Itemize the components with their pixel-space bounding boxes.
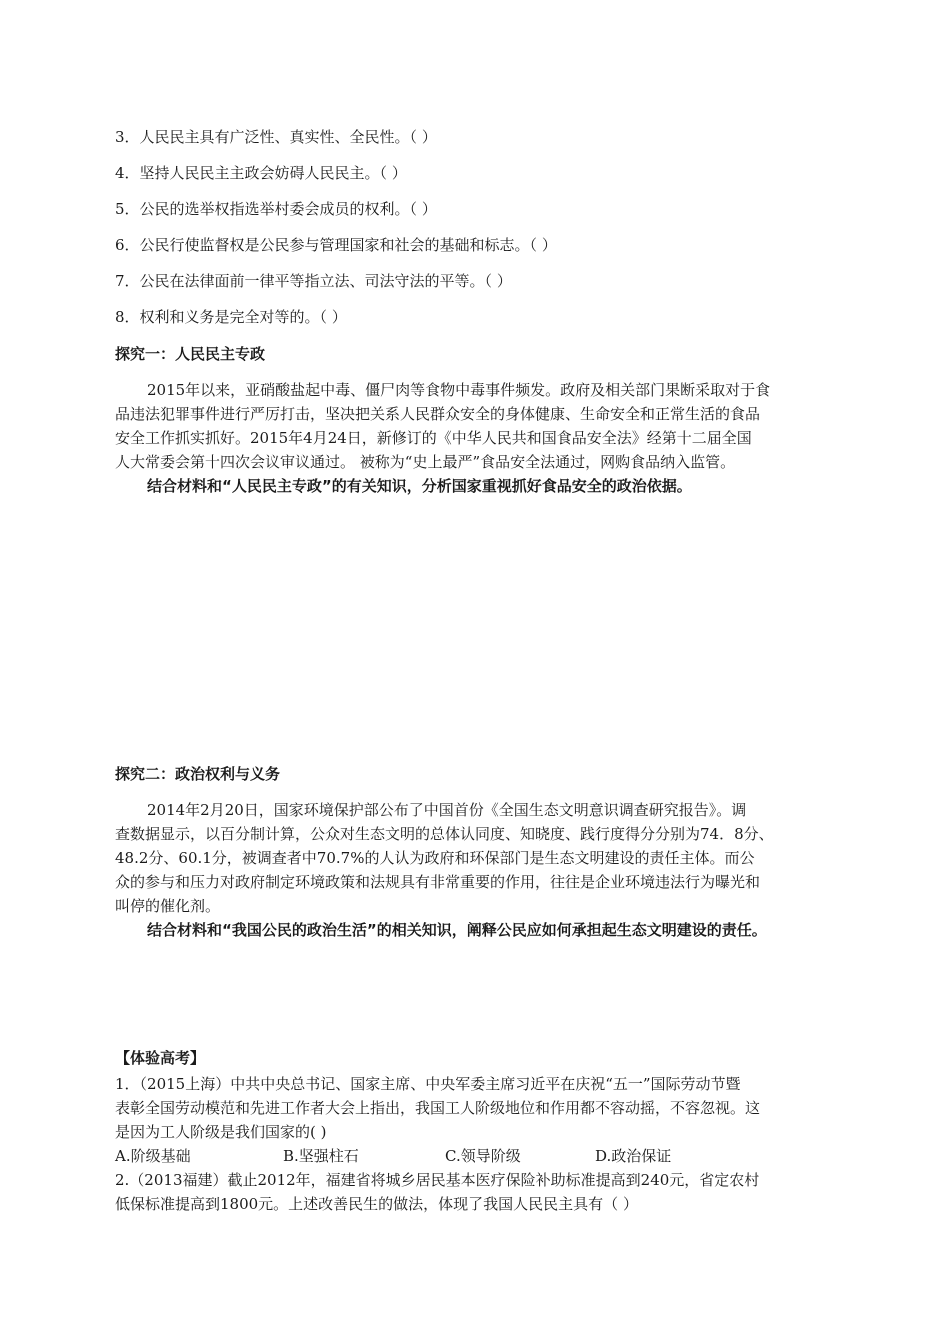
option-d: D.政治保证 (595, 1147, 672, 1165)
option-a: A.阶级基础 (115, 1147, 191, 1165)
inquiry2-material (115, 798, 845, 942)
exam-q1-line: 1．（2015上海）中共中央总书记、国家主席、中央军委主席习近平在庆祝“五一”国际劳动节暨 (115, 1075, 741, 1093)
exam-q1-line: 表彰全国劳动模范和先进工作者大会上指出，我国工人阶级地位和作用都不容动摇，不容忽视。这 (115, 1099, 761, 1117)
option-c: C.领导阶级 (445, 1147, 521, 1165)
statement-4: 4．坚持人民民主主政会妨碍人民民主。（ ） (115, 164, 407, 182)
statement-7: 7．公民在法律面前一律平等指立法、司法守法的平等。（ ） (115, 272, 512, 290)
inquiry2-question: 结合材料和“我国公民的政治生活”的相关知识，阐释公民应如何承担起生态文明建设的责任。 (147, 921, 767, 939)
exam-heading: 【体验高考】 (115, 1049, 206, 1067)
inquiry1-material (115, 378, 845, 498)
inquiry2-line: 48.2分、60.1分，被调查者中70.7%的人认为政府和环保部门是生态文明建设的责任主体。而公 (115, 849, 755, 867)
inquiry1-line: 品违法犯罪事件进行严厉打击，坚决把关系人民群众安全的身体健康、生命安全和正常生活的食品 (115, 405, 761, 423)
statement-3: 3．人民民主具有广泛性、真实性、全民性。（ ） (115, 128, 437, 146)
inquiry2-title: 探究二：政治权利与义务 (115, 765, 281, 783)
exam-q1-options (115, 1146, 855, 1166)
statement-5: 5．公民的选举权指选举村委会成员的权利。（ ） (115, 200, 437, 218)
inquiry2-line: 叫停的催化剂。 (115, 897, 221, 915)
statement-8: 8．权利和义务是完全对等的。（ ） (115, 308, 347, 326)
inquiry1-title: 探究一：人民民主专政 (115, 345, 266, 363)
exam-q2-line: 2.（2013福建）截止2012年，福建省将城乡居民基本医疗保险补助标准提高到240元，省定农村 (115, 1171, 760, 1189)
inquiry1-line: 2015年以来，亚硝酸盐起中毒、僵尸肉等食物中毒事件频发。政府及相关部门果断采取对于食 (147, 381, 771, 399)
inquiry1-question: 结合材料和“人民民主专政”的有关知识，分析国家重视抓好食品安全的政治依据。 (147, 477, 692, 495)
inquiry2-line: 众的参与和压力对政府制定环境政策和法规具有非常重要的作用，往往是企业环境违法行为曝光和 (115, 873, 761, 891)
exam-q2-line: 低保标准提高到1800元。上述改善民生的做法，体现了我国人民民主具有（ ） (115, 1195, 638, 1213)
inquiry1-line: 人大常委会第十四次会议审议通过。 被称为“史上最严”食品安全法通过，网购食品纳入监管。 (115, 453, 736, 471)
exam-q1-line: 是因为工人阶级是我们国家的( ) (115, 1123, 327, 1141)
statement-6: 6．公民行使监督权是公民参与管理国家和社会的基础和标志。（ ） (115, 236, 557, 254)
inquiry1-line: 安全工作抓实抓好。2015年4月24日，新修订的《中华人民共和国食品安全法》经第十二届全国 (115, 429, 752, 447)
inquiry2-line: 查数据显示，以百分制计算，公众对生态文明的总体认同度、知晓度、践行度得分分别为74．8分、 (115, 825, 774, 843)
option-b: B.坚强柱石 (283, 1147, 359, 1165)
inquiry2-line: 2014年2月20日，国家环境保护部公布了中国首份《全国生态文明意识调查研究报告》。调 (147, 801, 747, 819)
